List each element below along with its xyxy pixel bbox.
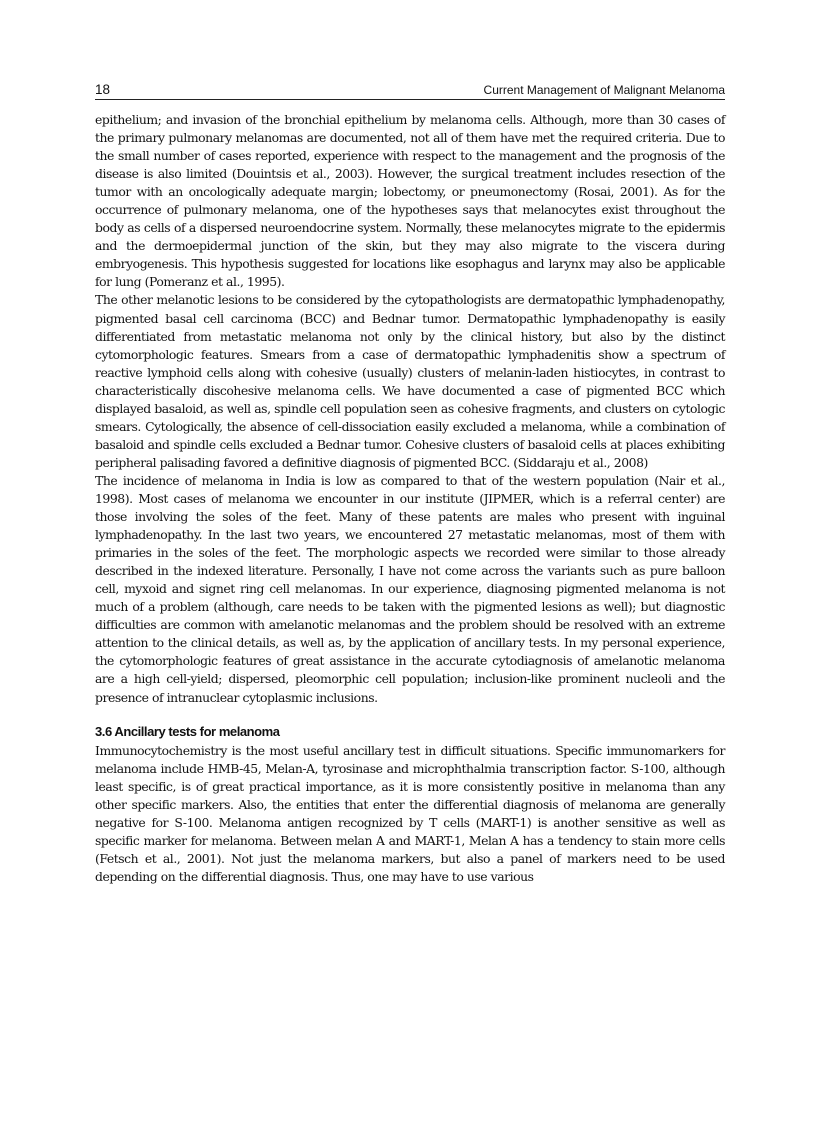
paragraph-pulmonary-melanoma: epithelium; and invasion of the bronchial epithelium by melanoma cells. Although, more than 30 cases of the primary pulmonary melanomas are documented, not all of them have met the required criteria. Due to the small number of cases reported, experience with respect to the management and the prognosis of the disease is also limited (Douintsis et al., 2003). However, the surgical treatment includes resection of the tumor with an oncologically adequate margin; lobectomy, or pneumonectomy (Rosai, 2001). As for the occurrence of pulmonary melanoma, one of the hypotheses says that melanocytes exist throughout the body as cells of a dispersed neuroendocrine system. Normally, these melanocytes migrate to the epidermis and the dermoepidermal junction of the skin, but they may also migrate to the viscera during embryogenesis. This hypothesis suggested for locations like esophagus and larynx may also be applicable for lung (Pomeranz et al., 1995).	[95, 112, 725, 290]
paragraph-ancillary-tests: Immunocytochemistry is the most useful ancillary test in difficult situations. Specific immunomarkers for melanoma include HMB-45, Melan-A, tyrosinase and microphthalmia transcription factor. S-100, although least specific, is of great practical importance, as it is more consistently positive in melanoma than any other specific markers. Also, the entities that enter the differential diagnosis of melanoma are generally negative for S-100. Melanoma antigen recognized by T cells (MART-1) is another sensitive as well as specific marker for melanoma. Between melan A and MART-1, Melan A has a tendency to stain more cells (Fetsch et al., 2001). Not just the melanoma markers, but also a panel of markers need to be used depending on the differential diagnosis. Thus, one may have to use various	[95, 742, 725, 884]
page	[95, 82, 725, 886]
page-number: 18	[95, 82, 111, 97]
body-text	[95, 111, 725, 886]
section-heading: 3.6 Ancillary tests for melanoma	[95, 723, 280, 739]
paragraph-melanotic-lesions: The other melanotic lesions to be considered by the cytopathologists are dermatopathic lymphadenopathy, pigmented basal cell carcinoma (BCC) and Bednar tumor. Dermatopathic lymphadenopathy is easily differentiated from metastatic melanoma not only by the clinical history, but also by the distinct cytomorphologic features. Smears from a case of dermatopathic lymphadenitis show a spectrum of reactive lymphoid cells along with cohesive (usually) clusters of melanin-laden histiocytes, in contrast to characteristically discohesive melanoma cells. We have documented a case of pigmented BCC which displayed basaloid, as well as, spindle cell population seen as cohesive fragments, and clusters on cytologic smears. Cytologically, the absence of cell-dissociation easily excluded a melanoma, while a combination of basaloid and spindle cells excluded a Bednar tumor. Cohesive clusters of basaloid cells at places exhibiting peripheral palisading favored a definitive diagnosis of pigmented BCC. (Siddaraju et al., 2008)	[95, 292, 725, 470]
running-title: Current Management of Malignant Melanoma	[483, 83, 725, 97]
running-header	[95, 82, 725, 100]
paragraph-incidence-india: The incidence of melanoma in India is low as compared to that of the western population (Nair et al., 1998). Most cases of melanoma we encounter in our institute (JIPMER, which is a referral center) are those involving the soles of the feet. Many of these patents are males who present with inguinal lymphadenopathy. In the last two years, we encountered 27 metastatic melanomas, most of them with primaries in the soles of the feet. The morphologic aspects we recorded were similar to those already described in the indexed literature. Personally, I have not come across the variants such as pure balloon cell, myxoid and signet ring cell melanomas. In our experience, diagnosing pigmented melanoma is not much of a problem (although, care needs to be taken with the pigmented lesions as well); but diagnostic difficulties are common with amelanotic melanomas and the problem should be resolved with an extreme attention to the clinical details, as well as, by the application of ancillary tests. In my personal experience, the cytomorphologic features of great assistance in the accurate cytodiagnosis of amelanotic melanoma are a high cell-yield; dispersed, pleomorphic cell population; inclusion-like prominent nucleoli and the presence of intranuclear cytoplasmic inclusions.	[95, 472, 725, 705]
